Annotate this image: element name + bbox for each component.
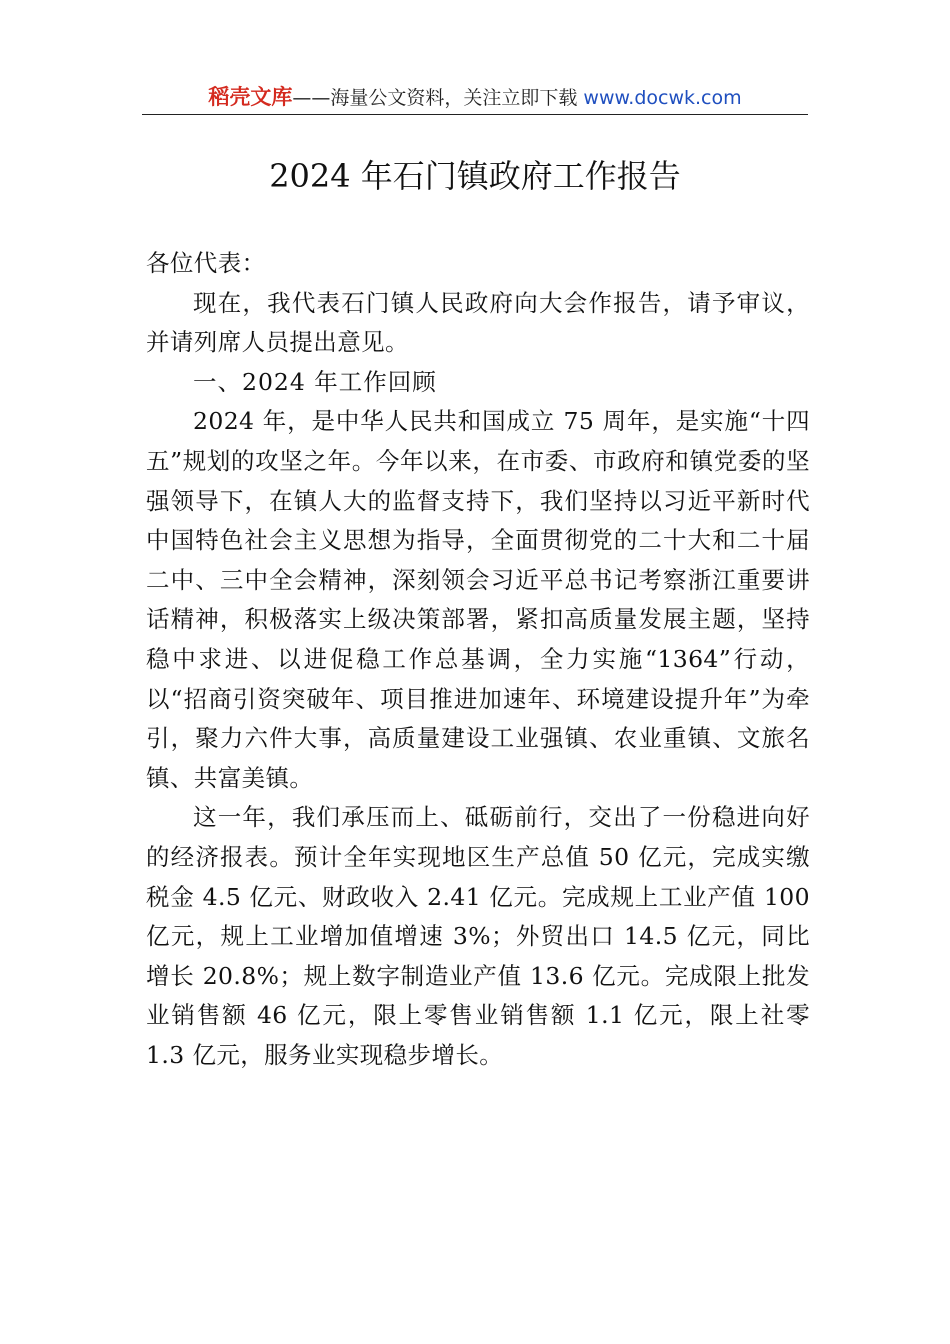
document-title: 2024 年石门镇政府工作报告 [269,157,681,195]
section-heading [146,363,810,403]
section-heading-text: 一、2024 年工作回顾 [193,367,437,396]
header-slogan: ——海量公文资料，关注立即下载 [292,87,578,109]
document-body [146,244,810,1075]
salutation: 各位代表： [146,249,266,277]
brand-name: 稻壳文库 [208,85,293,109]
intro-paragraph: 现在，我代表石门镇人民政府向大会作报告，请予审议，并请列席人员提出意见。 [146,288,810,357]
paragraph-economy: 这一年，我们承压而上、砥砺前行，交出了一份稳进向好的经济报表。预计全年实现地区生产总值 50 亿元，完成实缴税金 4.5 亿元、财政收入 2.41 亿元。完成规上工业产值 100 亿元，规上工业增加值增速 3%；外贸出口 14.5 亿元，同比 增长 20.8%；规上数字制造业产值 13.6 亿元。完成限上批发 业销售额 46 亿元，限上零售业销售额 1.1 亿元，限上社零 1.3 亿元，服务业实现稳步增长。 [146,803,810,1069]
page-header [142,82,808,114]
paragraph-review: 2024 年，是中华人民共和国成立 75 周年，是实施“十四五”规划的攻坚之年。今年以来，在市委、市政府和镇党委的坚强领导下，在镇人大的监督支持下，我们坚持以习近平新时代中国特色社会主义思想为指导，全面贯彻党的二十大和二十届二中、三中全会精神，深刻领会习近平总书记考察浙江重要讲话精神，积极落实上级决策部署，紧扣高质量发展主题，坚持稳中求进、以进促稳工作总基调，全力实施“1364”行动，以“招商引资突破年、项目推进加速年、环境建设提升年”为牵引，聚力六件大事，高质量建设工业强镇、农业重镇、文旅名镇、共富美镇。 [146,407,810,792]
site-url[interactable]: www.docwk.com [583,87,742,109]
header-divider [142,114,808,115]
